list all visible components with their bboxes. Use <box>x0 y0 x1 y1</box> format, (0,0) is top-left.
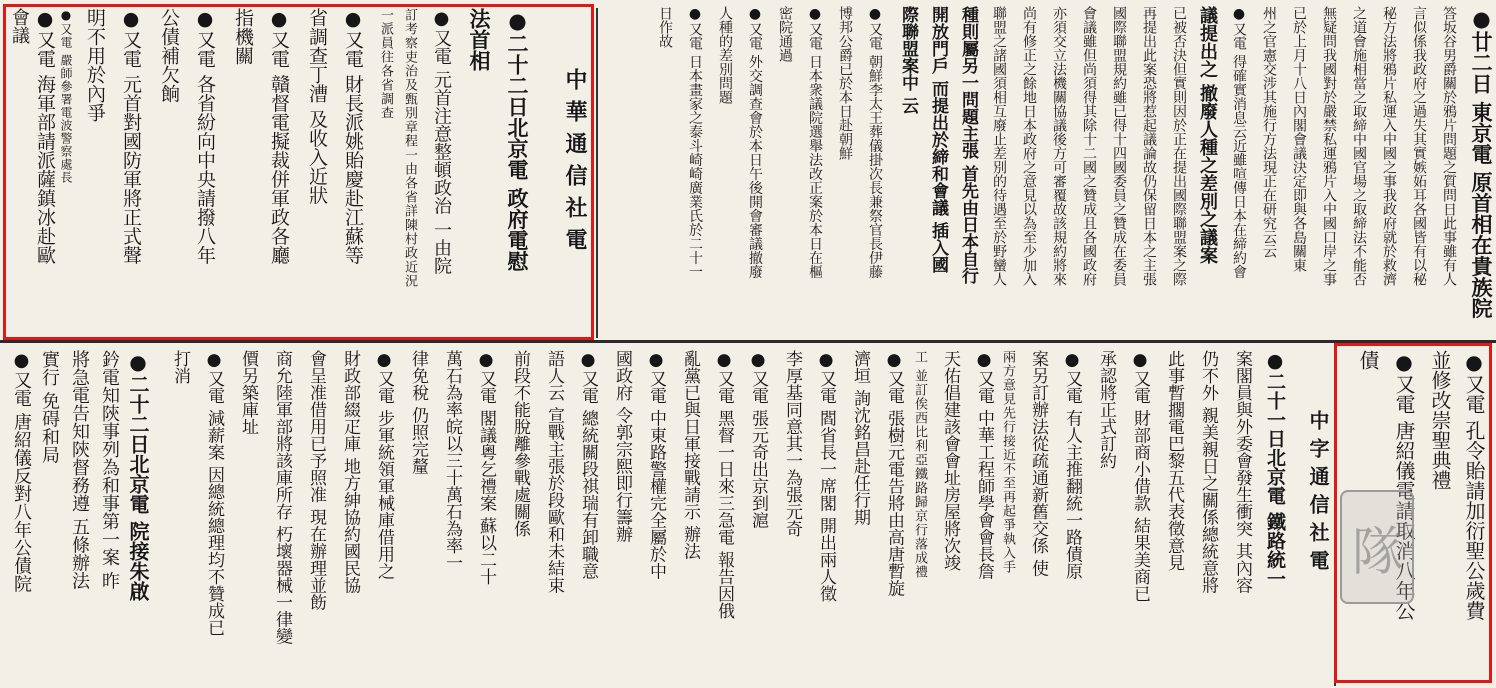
article-column: 法首相 <box>467 8 492 71</box>
article-column: ●又電 張元奇出京到滬 <box>748 350 768 529</box>
bottom-middle-article-block <box>150 350 1332 684</box>
article-column: 一派員往各省調查 <box>378 8 393 120</box>
article-column: 訂考察吏治及甄別章程一由各省詳陳村政近況 <box>402 8 417 288</box>
article-column: ●又電 日本畫家之泰斗崎崎廣業氏於二十一 <box>687 6 703 279</box>
article-column: 此事暫擱電巴黎五代表徵意見 <box>1164 350 1184 571</box>
article-column: 債 <box>1356 350 1380 370</box>
article-column: 亦須交立法機關協議後方可審覆故該規約將來 <box>1051 6 1067 286</box>
article-column: ●又電 贛督電擬裁併軍政各廳 <box>268 8 290 265</box>
article-column: 已被否決但實則因於正在提出國際聯盟案之際 <box>1171 6 1187 286</box>
article-column: 已於上月十八日內閣會議決定即與各島關東 <box>1291 6 1307 272</box>
article-column: ●又電 海軍部請派薩鎮冰赴歐 <box>34 8 56 265</box>
article-column: ●又電 張樹元電告將由高唐暫旋 <box>884 350 904 597</box>
column-divider <box>596 8 598 338</box>
article-column: 博邦公爵已於本日赴朝鮮 <box>837 6 853 160</box>
article-column: 國政府 令郭宗熙即行籌辦 <box>612 350 632 543</box>
article-column: 兩方意見先行接近不至再起爭執入手 <box>1000 350 1015 574</box>
stamp-glyph: 隊 <box>1352 523 1405 583</box>
article-column-headline: 議提出之 撤廢人種之差別之議案 <box>1197 6 1218 265</box>
article-column: 李厚基同意其一為張元奇 <box>782 350 802 537</box>
article-column: 聯盟之諸國須相互廢止差別的待遇至於野蠻人 <box>991 6 1007 286</box>
article-column: ●又電 有人主推翻統一路債原 <box>1062 350 1082 580</box>
article-column: ●又電 得確實消息云近雖喧傳日本在締約會 <box>1231 6 1247 279</box>
article-column: 明不用於內爭 <box>84 8 106 122</box>
article-column: ●又電 閣議粵乞禮案 蘇以二十 <box>476 350 496 585</box>
article-column: ●又電 日本衆議院選舉法改正案於本日在樞 <box>807 6 823 279</box>
article-column: 濟垣 詢沈銘昌赴任行期 <box>850 350 870 526</box>
article-column: 實行 免碍和局 <box>39 350 60 464</box>
article-column: 並修改崇聖典禮 <box>1428 350 1452 490</box>
article-column: 秘方法將鴉片私運入中國之事我政府就於救濟 <box>1381 6 1397 286</box>
article-column: 鈐電知陝事列為和事第一案 昨 <box>99 350 120 590</box>
column-divider <box>1334 346 1336 686</box>
article-column: ●又電 外交調查會於本日午後開會審議撤廢 <box>747 6 763 279</box>
article-column: 仍不外 親美親日之關係總統意將 <box>1198 350 1218 594</box>
article-column: 工 並訂俟西比利亞鐵路歸京行落成禮 <box>912 350 927 580</box>
article-column: 亂黨已與日軍接戰請示 辦法 <box>680 350 700 560</box>
article-column: 萬石為率皖以三十萬石為率一 <box>442 350 462 571</box>
article-column: ●二十二日北京電 政府電慰 <box>505 8 530 272</box>
top-right-article-block <box>600 6 1492 336</box>
article-column: 國際聯盟規約雖已得十四國委員之贊成在委員 <box>1111 6 1127 286</box>
article-column: ●又電 總統關段祺瑞有卸職意 <box>578 350 598 580</box>
article-column: ●又電 唐紹儀反對八年公債院 <box>11 350 32 593</box>
article-column: 之道會施相當之取締中國官場之取締法不能否 <box>1351 6 1367 286</box>
article-column: ●又電 元首對國防軍將正式聲 <box>120 8 142 265</box>
article-column: 承認將正式訂約 <box>1096 350 1116 469</box>
article-column: 案另訂辦法從疏通新舊交係 使 <box>1028 350 1048 577</box>
article-column: ●又電 財長派姚貽慶赴江蘇等 <box>342 8 364 265</box>
section-divider <box>0 340 1496 343</box>
article-column: 無疑問我國對於嚴禁私運鴉片入中國口岸之事 <box>1321 6 1337 286</box>
article-column: ●又電 嚴師參署電波警察處長 <box>59 8 73 184</box>
article-column: ●又電 減薪案 因總統總理均不贊成已 <box>204 350 224 636</box>
top-left-article-block <box>8 8 588 336</box>
article-column: 將急電告知陝督務遵 五條辦法 <box>69 350 90 590</box>
article-column: 省調查丁漕 及收入近狀 <box>306 8 328 205</box>
article-column: 商允陸軍部將該庫所存 朽壞器械一律變 <box>272 350 292 645</box>
article-column: ●又電 唐紹儀電請取消八年公 <box>1392 350 1416 621</box>
bottom-left-article-block <box>6 350 148 684</box>
article-column: 際聯盟案中 云 <box>898 6 918 114</box>
article-column: ●二十一日北京電 鐵路統一 <box>1264 350 1286 588</box>
article-column: 語人云 宣戰主張於段歐和未結束 <box>544 350 564 594</box>
article-column: ●又電 財部商小借款 結果美商已 <box>1130 350 1150 602</box>
article-column: 開放門戶 而提出於締和會議 插入國 <box>928 6 948 273</box>
article-column: 日作故 <box>657 6 673 48</box>
article-column: ●又電 各省紛向中央請撥八年 <box>194 8 216 265</box>
article-column: ●又電 黑督一日來三急電 報告因俄 <box>714 350 734 619</box>
article-column: 價另築庫址 <box>238 350 258 435</box>
article-column: 人種的差別問題 <box>717 6 733 104</box>
article-column: 再提出此案恐將惹起議論故仍保留日本之主張 <box>1141 6 1157 286</box>
agency-header: 中字通信社電 <box>1306 410 1330 578</box>
article-column: ●又電 朝鮮李太王葬儀掛次長兼祭官長伊藤 <box>867 6 883 279</box>
article-column: 律免稅 仍照完釐 <box>408 350 428 475</box>
article-column: 指機關 <box>232 8 254 65</box>
article-column: ●廿二日 東京電 原首相在貴族院 <box>1469 6 1494 319</box>
article-column: 密院通過 <box>777 6 793 62</box>
article-column: ●又電 閻省長一席閣 開出兩人徵 <box>816 350 836 602</box>
article-column: 言似係我政府之過失其實嫉妬耳各國皆有以秘 <box>1411 6 1427 286</box>
article-column: ●又電 元首注意整頓政治 一由院 <box>431 8 452 275</box>
article-column: 會議 <box>9 8 30 44</box>
article-column: ●又電 中東路警權完全屬於中 <box>646 350 666 580</box>
article-column: 天佑倡建該會會址房屋將次竣 <box>940 350 960 571</box>
article-column: 答坂谷男爵關於鴉片問題之質問日此事雖有人 <box>1441 6 1457 286</box>
article-column: ●又電 中華工程師學會會長詹 <box>974 350 994 580</box>
article-column: 會呈准借用已予照准 現在辦理並飭 <box>306 350 326 611</box>
article-column: 種則屬另一問題主張 首先由日本自行 <box>958 6 978 284</box>
article-column: 州之官憲交涉其施行方法現正在研究云云 <box>1261 6 1277 258</box>
article-column: 公債補欠餉 <box>158 8 180 103</box>
article-column: 財政部綴疋庫 地方紳協約國民協 <box>340 350 360 594</box>
article-column: 前段不能脫離參戰處關係 <box>510 350 530 537</box>
article-column: 尚有修正之餘地日本政府之意見以為至少加入 <box>1021 6 1037 286</box>
article-column: ●又電 孔令貽請加衍聖公歲費 <box>1462 350 1486 621</box>
article-column: 打消 <box>170 350 190 384</box>
agency-header: 中華通信社電 <box>562 68 588 260</box>
article-column: 會議雖但尚須得其除十二國之贊成且各國政府 <box>1081 6 1097 286</box>
article-column: ●二十二日北京電 院接朱啟 <box>126 350 150 601</box>
article-column: 案閣員與外委會發生衝突 其內容 <box>1232 350 1252 594</box>
article-column: ●又電 步軍統領軍械庫借用之 <box>374 350 394 580</box>
